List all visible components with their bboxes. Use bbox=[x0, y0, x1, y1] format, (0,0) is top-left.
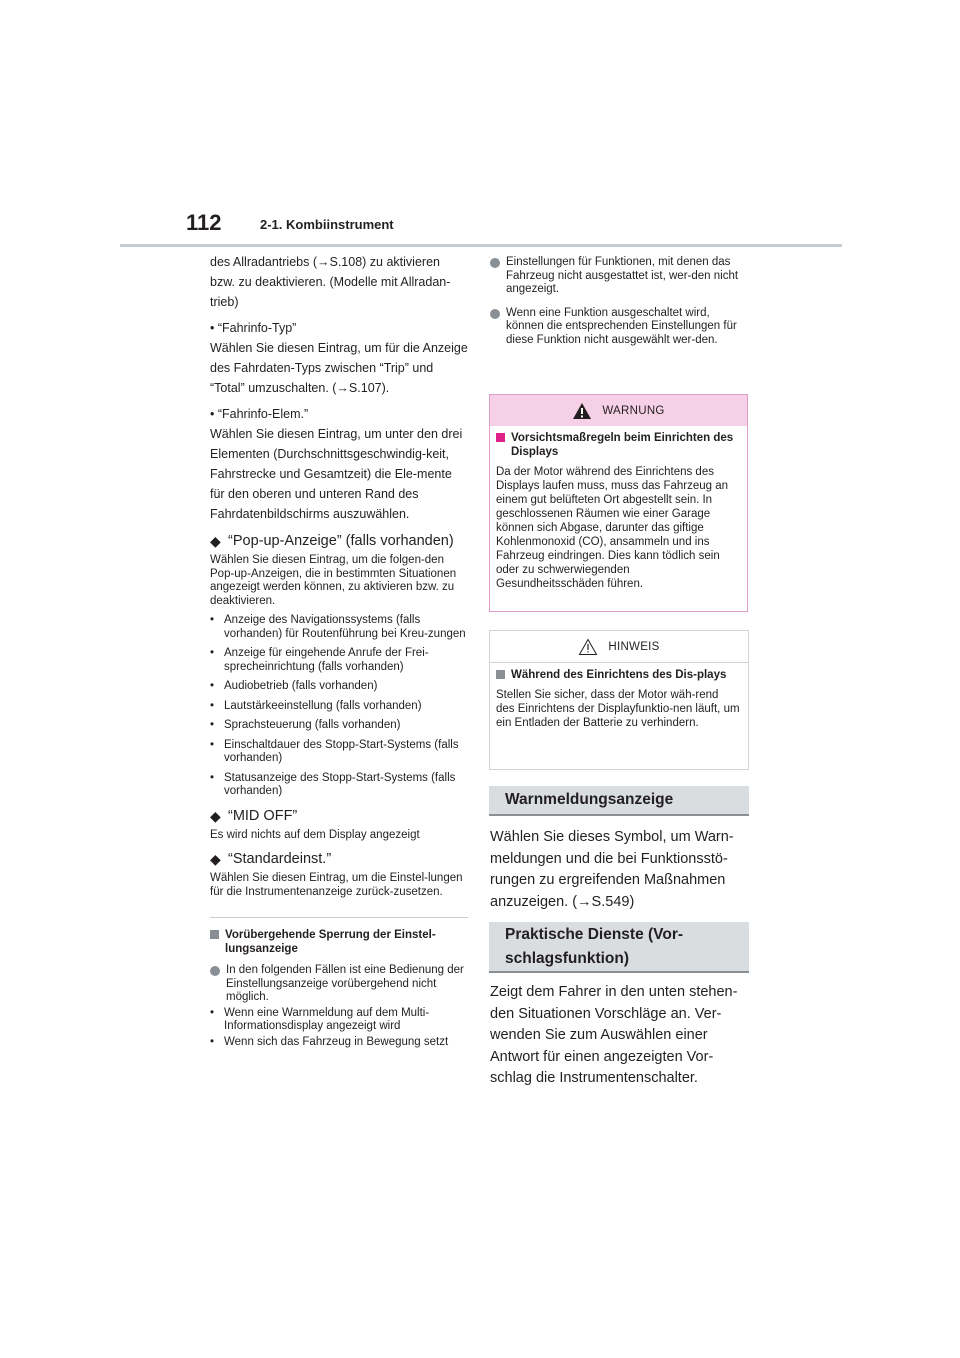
sperrung-title: Vorübergehende Sperrung der Einstel-lungsanzeige bbox=[225, 929, 436, 955]
diamond-bullet-icon: ◆ bbox=[210, 851, 221, 867]
diamond-bullet-icon: ◆ bbox=[210, 807, 221, 824]
mid-off-title: “MID OFF” bbox=[228, 807, 298, 824]
warnmeldung-text: Wählen Sie dieses Symbol, um Warn-meldungen und die bei Funktionsstö-rungen zu ergreifenden Maßnahmen anzuzeigen. (→S.549) bbox=[490, 829, 734, 910]
mid-off-heading bbox=[210, 807, 468, 825]
warning-label: WARNUNG bbox=[602, 404, 665, 417]
fahrinfo-elem-text: Wählen Sie diesen Eintrag, um unter den drei Elementen (Durchschnittsgeschwindig-keit, Fahrstrecke und Gesamtzeit) die Ele-mente für den oberen und unteren Rand des Fahrdatenbildschirms auszuwählen. bbox=[210, 427, 463, 521]
bullet-dot-icon: • bbox=[210, 647, 215, 659]
list-item: • Audiobetrieb (falls vorhanden) bbox=[210, 680, 378, 692]
square-bullet-icon bbox=[496, 433, 505, 442]
fahrinfo-elem-title: • “Fahrinfo-Elem.” bbox=[210, 407, 309, 421]
bullet-dot-icon: • bbox=[210, 614, 215, 626]
circle-bullet-icon bbox=[490, 258, 500, 268]
list-item: • Anzeige für eingehende Anrufe der Frei-sprecheinrichtung (falls vorhanden) bbox=[210, 647, 429, 673]
note-item: Einstellungen für Funktionen, mit denen das Fahrzeug nicht ausgestattet ist, wer-den nicht angezeigt. bbox=[490, 256, 750, 297]
popup-list bbox=[210, 614, 468, 799]
circle-bullet-icon bbox=[210, 966, 220, 976]
note-item: Wenn eine Funktion ausgeschaltet wird, können die entsprechenden Einstellungen für diese Funktion nicht ausgewählt wer-den. bbox=[490, 307, 750, 348]
mid-off-text: Es wird nichts auf dem Display angezeigt bbox=[210, 828, 420, 841]
popup-heading bbox=[210, 532, 468, 550]
bullet-dot-icon: • bbox=[210, 738, 215, 751]
section-title: 2-1. Kombiinstrument bbox=[260, 217, 394, 232]
square-bullet-icon bbox=[210, 930, 219, 939]
hint-box bbox=[489, 630, 749, 770]
hint-header bbox=[490, 631, 748, 663]
dienste-section-bar bbox=[489, 922, 749, 973]
warning-heading: Vorsichtsmaßregeln beim Einrichten des Displays bbox=[496, 431, 739, 459]
standard-text: Wählen Sie diesen Eintrag, um die Einstel-lungen für die Instrumentenanzeige zurück-zusetzen. bbox=[210, 872, 463, 898]
warning-text: Da der Motor während des Einrichtens des Displays laufen muss, muss das Fahrzeug an einem gut belüfteten Ort abgestellt sein. In geschlossenen Räumen wie einer Garage können sich Abgase, darunter das giftige Kohlenmonoxid (CO), ansammeln und ins Fahrzeug eindringen. Dies kann tödlich sein oder zu schwerwiegenden Gesundheitsschäden führen. bbox=[496, 466, 729, 590]
list-item: • Wenn eine Warnmeldung auf dem Multi-Informationsdisplay angezeigt wird bbox=[210, 1006, 430, 1032]
standard-title: “Standardeinst.” bbox=[228, 851, 332, 867]
warning-triangle-icon bbox=[572, 402, 592, 420]
list-item: • Statusanzeige des Stopp-Start-Systems (falls vorhanden) bbox=[210, 771, 456, 797]
list-item: • Anzeige des Navigationssystems (falls vorhanden) für Routenführung bei Kreu-zungen bbox=[210, 614, 466, 640]
dienste-title: Praktische Dienste (Vor-schlagsfunktion) bbox=[505, 925, 684, 967]
sperrung-heading bbox=[210, 928, 468, 956]
bullet-dot-icon: • bbox=[210, 680, 215, 692]
bullet-dot-icon: • bbox=[210, 719, 215, 731]
list-item: • Sprachsteuerung (falls vorhanden) bbox=[210, 719, 401, 731]
warnmeldung-title: Warnmeldungsanzeige bbox=[505, 791, 674, 808]
caution-triangle-icon bbox=[578, 638, 598, 656]
right-notes bbox=[490, 256, 750, 355]
hint-heading: Während des Einrichtens des Dis-plays bbox=[496, 668, 740, 682]
list-item: • Einschaltdauer des Stopp-Start-Systems (falls vorhanden) bbox=[210, 738, 459, 764]
bullet-dot-icon: • bbox=[210, 699, 215, 712]
list-item: • Wenn sich das Fahrzeug in Bewegung setzt bbox=[210, 1035, 449, 1048]
list-item: • Lautstärkeeinstellung (falls vorhanden) bbox=[210, 699, 422, 712]
standard-heading bbox=[210, 850, 468, 868]
warnmeldung-section-bar bbox=[489, 786, 749, 816]
diamond-bullet-icon: ◆ bbox=[210, 533, 221, 549]
sperrung-note bbox=[210, 964, 468, 1005]
page-number: 112 bbox=[186, 210, 222, 235]
warning-header bbox=[490, 395, 747, 426]
header-divider bbox=[120, 244, 842, 247]
circle-bullet-icon bbox=[490, 309, 500, 319]
hint-label: HINWEIS bbox=[608, 640, 660, 653]
column-divider bbox=[210, 917, 468, 918]
bullet-dot-icon: • bbox=[210, 771, 215, 784]
intro-text: des Allradantriebs (→S.108) zu aktivieren bzw. zu deaktivieren. (Modelle mit Allradan-trieb) bbox=[210, 255, 451, 309]
sperrung-text: In den folgenden Fällen ist eine Bedienung der Einstellungsanzeige vorübergehend nicht möglich. bbox=[226, 964, 464, 1003]
fahrinfo-typ-title: • “Fahrinfo-Typ” bbox=[210, 321, 297, 335]
bullet-dot-icon: • bbox=[210, 1006, 215, 1019]
left-column bbox=[210, 252, 468, 1055]
bullet-dot-icon: • bbox=[210, 1035, 215, 1048]
dienste-text: Zeigt dem Fahrer in den unten stehen-den Situationen Vorschläge an. Ver-wenden Sie zum Auswählen einer Antwort für einen angezeigten Vor-schlag die Instrumentenschalter. bbox=[490, 984, 738, 1086]
fahrinfo-typ-text: Wählen Sie diesen Eintrag, um für die Anzeige des Fahrdaten-Typs zwischen “Trip” und “Total” umzuschalten. (→S.107). bbox=[210, 341, 468, 395]
warning-box bbox=[489, 394, 748, 612]
popup-text: Wählen Sie diesen Eintrag, um die folgen-den Pop-up-Anzeigen, die in bestimmten Situationen angezeigt werden können, zu aktivieren bzw. zu deaktivieren. bbox=[210, 554, 457, 607]
popup-title: “Pop-up-Anzeige” (falls vorhanden) bbox=[228, 533, 454, 549]
hint-text: Stellen Sie sicher, dass der Motor wäh-rend des Einrichtens der Displayfunktio-nen läuft, um ein Entladen der Batterie zu verhindern. bbox=[496, 689, 740, 729]
square-bullet-icon bbox=[496, 670, 505, 679]
